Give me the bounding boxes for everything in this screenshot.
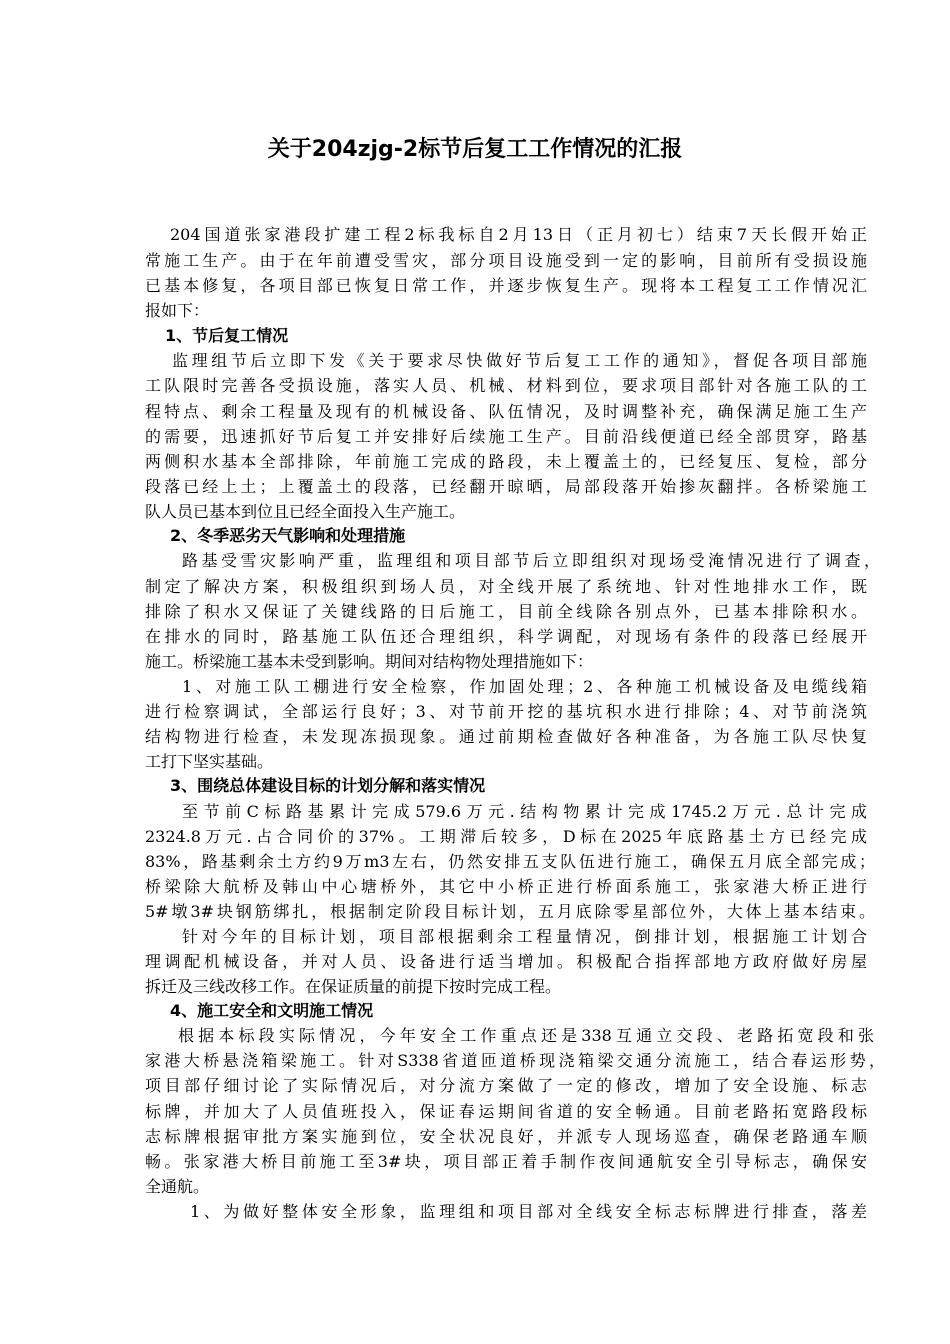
intro-line: 204国道张家港段扩建工程2标我标自2月13日（正月初七）结束7天长假开始正 xyxy=(170,225,867,244)
paragraph-line: 结构物进行检查，未发现冻损现象。通过前期检查做好各种准备，为各施工队尽快复 xyxy=(145,727,867,746)
paragraph-line: 队人员已基本到位且已经全面投入生产施工。 xyxy=(145,502,466,521)
section-heading: 4、施工安全和文明施工情况 xyxy=(170,1001,374,1020)
paragraph-line: 2324.8万元.占合同价的37%。工期滞后较多，D标在2025年底路基土方已经完成 xyxy=(145,827,867,846)
paragraph-line: 排除了积水又保证了关键线路的日后施工，目前全线除各别点外，已基本排除积水。 xyxy=(145,602,867,621)
paragraph-line: 1、对施工队工棚进行安全检察，作加固处理；2、各种施工机械设备及电缆线箱 xyxy=(182,677,867,696)
paragraph-line: 拆迁及三线改移工作。在保证质量的前提下按时完成工程。 xyxy=(145,977,562,996)
paragraph-line: 的需要，迅速抓好节后复工并安排好后续施工生产。目前沿线便道已经全部贯穿，路基 xyxy=(145,427,867,446)
paragraph-line: 5#墩3#块钢筋绑扎，根据制定阶段目标计划，五月底除零星部位外，大体上基本结束。 xyxy=(145,902,875,921)
paragraph-line: 在排水的同时，路基施工队伍还合理组织，科学调配，对现场有条件的段落已经展开 xyxy=(145,627,867,646)
paragraph-line: 根据本标段实际情况，今年安全工作重点还是338互通立交段、老路拓宽段和张 xyxy=(178,1026,874,1045)
paragraph-line: 施工。桥梁施工基本未受到影响。期间对结构物处理措施如下： xyxy=(145,652,594,671)
paragraph-line: 程特点、剩余工程量及现有的机械设备、队伍情况，及时调整补充，确保满足施工生产 xyxy=(145,402,867,421)
paragraph-line: 工打下坚实基础。 xyxy=(145,752,274,771)
intro-line: 常施工生产。由于在年前遭受雪灾，部分项目设施受到一定的影响，目前所有受损设施 xyxy=(145,251,867,270)
paragraph-line: 至节前C标路基累计完成579.6万元.结构物累计完成1745.2万元.总计完成 xyxy=(182,802,867,821)
paragraph-line: 标牌，并加大了人员值班投入，保证春运期间省道的安全畅通。目前老路拓宽路段标 xyxy=(145,1102,867,1121)
paragraph-line: 家港大桥悬浇箱梁施工。针对S338省道匝道桥现浇箱梁交通分流施工，结合春运形势， xyxy=(145,1051,885,1070)
paragraph-line: 志标牌根据审批方案实施到位，安全状况良好，并派专人现场巡查，确保老路通车顺 xyxy=(145,1127,867,1146)
section-heading: 3、围绕总体建设目标的计划分解和落实情况 xyxy=(170,776,486,795)
paragraph-line: 畅。张家港大桥目前施工至3#块，项目部正着手制作夜间通航安全引导标志，确保安 xyxy=(145,1152,867,1171)
paragraph-line: 两侧积水基本全部排除，年前施工完成的路段，未上覆盖土的，已经复压、复检，部分 xyxy=(145,452,867,471)
section-heading: 1、节后复工情况 xyxy=(165,326,289,345)
paragraph-line: 工队限时完善各受损设施，落实人员、机械、材料到位，要求项目部针对各施工队的工 xyxy=(145,376,867,395)
paragraph-line: 进行检察调试，全部运行良好；3、对节前开挖的基坑积水进行排除；4、对节前浇筑 xyxy=(145,702,867,721)
paragraph-line: 全通航。 xyxy=(145,1177,210,1196)
paragraph-line: 83%，路基剩余土方约9万m3左右，仍然安排五支队伍进行施工，确保五月底全部完成； xyxy=(145,852,875,871)
document-title: 关于204zjg-2标节后复工工作情况的汇报 xyxy=(267,137,683,162)
paragraph-line: 段落已经上土；上覆盖土的段落，已经翻开晾晒，局部段落开始掺灰翻拌。各桥梁施工 xyxy=(145,477,867,496)
paragraph-line: 1、为做好整体安全形象，监理组和项目部对全线安全标志标牌进行排查，落差 xyxy=(190,1202,867,1221)
paragraph-line: 制定了解决方案，积极组织到场人员，对全线开展了系统地、针对性地排水工作，既 xyxy=(145,577,867,596)
paragraph-line: 路基受雪灾影响严重，监理组和项目部节后立即组织对现场受淹情况进行了调查， xyxy=(182,551,880,570)
paragraph-line: 理调配机械设备，并对人员、设备进行适当增加。积极配合指挥部地方政府做好房屋 xyxy=(145,952,867,971)
intro-line: 报如下： xyxy=(145,301,210,320)
paragraph-line: 项目部仔细讨论了实际情况后，对分流方案做了一定的修改，增加了安全设施、标志 xyxy=(145,1076,867,1095)
paragraph-line: 桥梁除大航桥及韩山中心塘桥外，其它中小桥正进行桥面系施工，张家港大桥正进行 xyxy=(145,877,867,896)
paragraph-line: 针对今年的目标计划，项目部根据剩余工程量情况，倒排计划，根据施工计划合 xyxy=(182,927,867,946)
section-heading: 2、冬季恶劣天气影响和处理措施 xyxy=(170,526,406,545)
intro-line: 已基本修复，各项目部已恢复日常工作，并逐步恢复生产。现将本工程复工工作情况汇 xyxy=(145,276,867,295)
paragraph-line: 监理组节后立即下发《关于要求尽快做好节后复工工作的通知》，督促各项目部施 xyxy=(172,351,867,370)
